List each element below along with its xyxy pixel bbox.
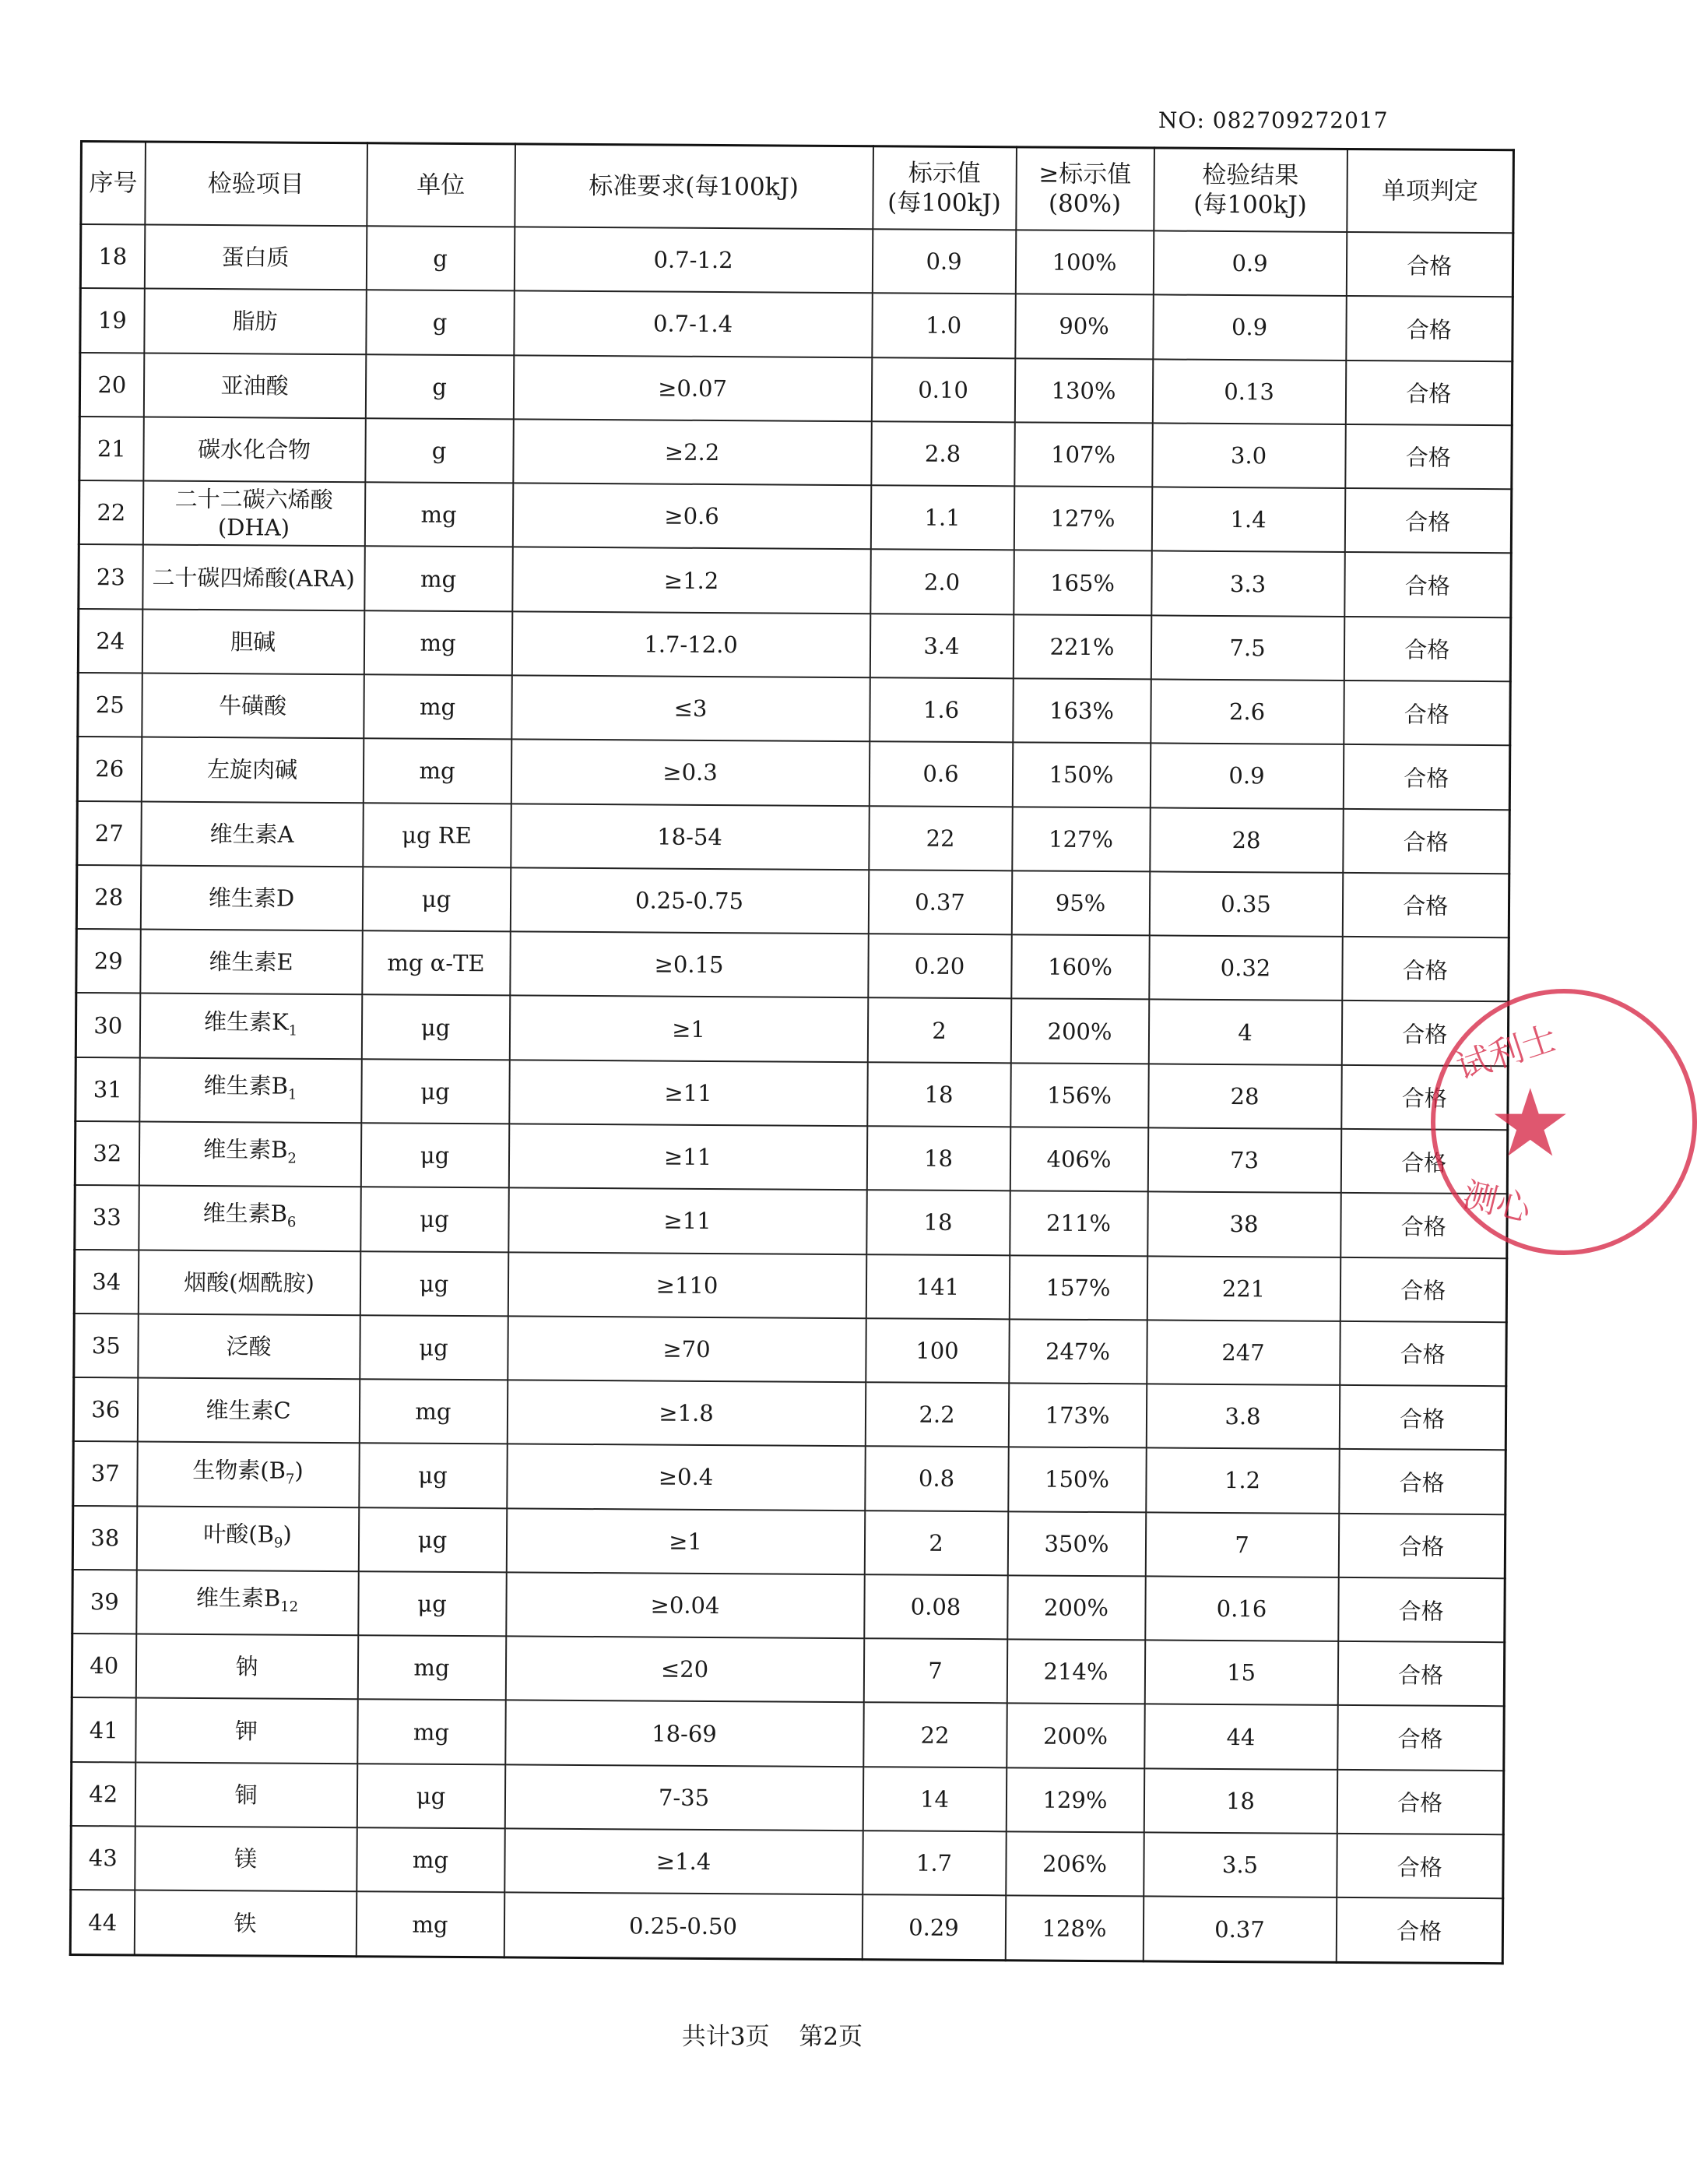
- cell-label-value: 1.1: [870, 485, 1014, 550]
- cell-label-value: 2.2: [865, 1382, 1008, 1447]
- cell-standard: ≥2.2: [513, 419, 871, 485]
- cell-item: [138, 1314, 360, 1379]
- item-text: 泛酸: [226, 1333, 272, 1360]
- item-text: 牛磺酸: [218, 692, 287, 719]
- item-text: (DHA): [217, 514, 290, 541]
- cell-seq: 37: [73, 1441, 138, 1506]
- header-verdict: 单项判定: [1347, 149, 1514, 233]
- cell-item: [139, 994, 361, 1059]
- cell-result: 3.3: [1151, 551, 1344, 617]
- table-row: [76, 929, 1509, 1002]
- cell-item: [141, 801, 363, 867]
- cell-result: 0.16: [1145, 1576, 1338, 1641]
- cell-ratio: 150%: [1012, 743, 1150, 807]
- cell-label-value: 0.29: [862, 1894, 1006, 1960]
- cell-verdict: 合格: [1340, 1257, 1506, 1322]
- cell-ratio: 95%: [1011, 870, 1149, 935]
- table-row: [79, 544, 1511, 617]
- cell-ratio: 173%: [1008, 1383, 1146, 1447]
- item-text: 生物素(B: [192, 1456, 286, 1484]
- item-subscript: 6: [286, 1214, 297, 1231]
- cell-standard: 7-35: [504, 1764, 863, 1831]
- cell-verdict: 合格: [1337, 1641, 1504, 1707]
- cell-ratio: 157%: [1009, 1255, 1147, 1320]
- cell-unit: mg: [364, 674, 511, 739]
- cell-label-value: 0.20: [868, 934, 1011, 998]
- cell-unit: μg: [360, 1251, 508, 1316]
- header-standard: 标准要求(每100kJ): [515, 144, 873, 229]
- header-ge-label: ≥标示值 (80%): [1016, 147, 1154, 231]
- results-table: [69, 140, 1515, 1964]
- cell-seq: 25: [78, 673, 142, 737]
- cell-verdict: 合格: [1344, 681, 1510, 746]
- cell-standard: ≥0.04: [506, 1572, 864, 1638]
- table-row: [72, 1570, 1505, 1643]
- cell-ratio: 214%: [1007, 1639, 1144, 1704]
- item-subscript: 7: [285, 1471, 295, 1488]
- cell-label-value: 18: [866, 1126, 1010, 1190]
- cell-standard: 18-69: [505, 1700, 863, 1767]
- cell-unit: mg: [364, 610, 511, 675]
- item-text: 碳水化合物: [197, 435, 311, 463]
- cell-unit: g: [365, 354, 513, 419]
- cell-standard: ≥1.2: [512, 547, 870, 614]
- cell-result: 28: [1150, 807, 1343, 873]
- cell-ratio: 160%: [1011, 934, 1149, 999]
- cell-standard: ≥11: [508, 1124, 866, 1190]
- header-item: 检验项目: [145, 142, 367, 226]
- item-text: 脂肪: [232, 308, 278, 335]
- item-text: 维生素B: [203, 1136, 288, 1163]
- seal-text-bottom: 测心: [1459, 1174, 1535, 1230]
- cell-ratio: 350%: [1007, 1511, 1145, 1576]
- table-row: [77, 801, 1509, 874]
- cell-verdict: 合格: [1339, 1449, 1506, 1514]
- cell-label-value: 22: [863, 1703, 1007, 1767]
- cell-seq: 44: [70, 1890, 135, 1955]
- cell-item: [136, 1570, 358, 1635]
- cell-verdict: 合格: [1340, 1321, 1506, 1387]
- cell-label-value: 22: [869, 806, 1012, 870]
- cell-ratio: 150%: [1008, 1447, 1146, 1512]
- cell-unit: mg: [357, 1700, 505, 1764]
- cell-verdict: 合格: [1337, 1770, 1503, 1835]
- cell-unit: mg: [356, 1892, 504, 1957]
- cell-standard: ≤20: [505, 1637, 863, 1703]
- item-text: 铜: [234, 1781, 258, 1809]
- cell-standard: 0.25-0.50: [504, 1893, 862, 1960]
- cell-result: 0.13: [1152, 359, 1345, 424]
- cell-result: 7.5: [1151, 615, 1344, 681]
- table-row: [76, 993, 1508, 1066]
- cell-verdict: 合格: [1337, 1705, 1504, 1771]
- cell-item: [136, 1506, 358, 1571]
- cell-seq: 26: [77, 737, 142, 801]
- cell-standard: 0.7-1.4: [514, 291, 872, 357]
- cell-result: 221: [1147, 1256, 1340, 1321]
- cell-seq: 32: [75, 1121, 139, 1186]
- cell-verdict: 合格: [1342, 937, 1509, 1002]
- cell-verdict: 合格: [1340, 1193, 1507, 1258]
- cell-item: [134, 1890, 357, 1957]
- header-seq: 序号: [81, 142, 146, 225]
- table-row: [71, 1826, 1503, 1899]
- item-subscript: 2: [287, 1150, 297, 1167]
- table-row: [76, 865, 1509, 938]
- cell-item: [144, 289, 366, 354]
- cell-standard: ≤3: [511, 675, 870, 741]
- cell-label-value: 0.10: [871, 357, 1014, 422]
- cell-verdict: 合格: [1343, 808, 1509, 874]
- table-row: [77, 737, 1509, 810]
- cell-result: 18: [1144, 1768, 1337, 1834]
- cell-verdict: 合格: [1341, 1001, 1508, 1066]
- cell-label-value: 0.8: [865, 1447, 1008, 1511]
- cell-seq: 35: [74, 1314, 139, 1378]
- cell-result: 3.0: [1152, 423, 1345, 488]
- cell-result: 0.32: [1149, 936, 1342, 1001]
- table-row: [72, 1634, 1504, 1707]
- cell-seq: 33: [75, 1185, 139, 1250]
- cell-unit: μg: [357, 1764, 504, 1828]
- item-text: 叶酸(B: [203, 1520, 275, 1548]
- cell-label-value: 1.6: [870, 677, 1013, 742]
- item-text: 维生素B: [202, 1200, 288, 1228]
- cell-seq: 20: [79, 353, 144, 417]
- cell-result: 0.9: [1153, 230, 1346, 296]
- cell-standard: 18-54: [511, 804, 869, 870]
- item-text: 胆碱: [230, 628, 276, 656]
- cell-seq: 39: [72, 1570, 137, 1634]
- cell-result: 0.37: [1143, 1897, 1337, 1963]
- cell-label-value: 0.6: [869, 741, 1012, 806]
- table-row: [73, 1441, 1506, 1514]
- cell-seq: 31: [76, 1057, 140, 1122]
- cell-standard: ≥110: [508, 1252, 866, 1318]
- item-text: 维生素K: [203, 1008, 289, 1036]
- cell-item: [141, 737, 363, 803]
- cell-unit: μg: [362, 867, 510, 931]
- cell-seq: 24: [78, 609, 142, 673]
- cell-label-value: 18: [867, 1062, 1010, 1127]
- cell-ratio: 163%: [1013, 678, 1151, 743]
- cell-unit: μg: [361, 995, 509, 1060]
- cell-item: [143, 353, 365, 418]
- item-subscript: 1: [288, 1022, 298, 1039]
- cell-label-value: 2.0: [870, 550, 1014, 614]
- cell-item: [139, 1121, 360, 1187]
- cell-unit: g: [365, 418, 513, 483]
- item-text: 维生素C: [206, 1397, 291, 1424]
- table-row: [74, 1249, 1506, 1322]
- item-text: 维生素D: [208, 884, 295, 912]
- cell-item: [140, 865, 362, 930]
- table-row: [78, 609, 1510, 682]
- cell-label-value: 0.37: [868, 870, 1011, 934]
- cell-verdict: 合格: [1343, 744, 1509, 810]
- cell-ratio: 107%: [1014, 422, 1152, 487]
- item-subscript: 12: [280, 1598, 299, 1616]
- cell-verdict: 合格: [1341, 1065, 1508, 1131]
- cell-standard: 0.25-0.75: [510, 867, 868, 934]
- cell-label-value: 100: [866, 1318, 1009, 1383]
- cell-result: 0.9: [1153, 295, 1346, 360]
- cell-result: 1.2: [1146, 1448, 1339, 1514]
- cell-ratio: 406%: [1010, 1127, 1147, 1191]
- cell-label-value: 1.0: [872, 293, 1015, 357]
- cell-seq: 29: [76, 929, 141, 994]
- cell-standard: ≥1: [509, 996, 867, 1062]
- table-row: [72, 1697, 1504, 1771]
- cell-ratio: 221%: [1013, 614, 1151, 679]
- cell-unit: μg RE: [363, 803, 511, 867]
- cell-standard: ≥11: [508, 1188, 866, 1254]
- cell-ratio: 200%: [1007, 1704, 1144, 1768]
- table-row: [75, 1185, 1507, 1258]
- cell-verdict: 合格: [1346, 296, 1513, 361]
- cell-result: 15: [1144, 1641, 1337, 1706]
- cell-ratio: 200%: [1010, 999, 1148, 1064]
- cell-result: 2.6: [1151, 679, 1344, 744]
- cell-verdict: 合格: [1337, 1834, 1503, 1899]
- cell-seq: 19: [80, 288, 145, 353]
- cell-seq: 27: [77, 801, 142, 866]
- cell-label-value: 2: [864, 1511, 1007, 1575]
- item-text: 维生素E: [209, 948, 293, 976]
- cell-item: [135, 1762, 357, 1827]
- cell-seq: 30: [76, 993, 140, 1057]
- cell-item: [143, 417, 365, 482]
- cell-result: 3.8: [1146, 1384, 1339, 1449]
- cell-ratio: 127%: [1012, 807, 1150, 871]
- cell-result: 0.9: [1150, 744, 1343, 809]
- cell-verdict: 合格: [1344, 488, 1511, 554]
- cell-unit: mg α-TE: [362, 930, 510, 995]
- cell-unit: μg: [358, 1571, 506, 1636]
- cell-item: [135, 1698, 357, 1764]
- cell-ratio: 165%: [1014, 550, 1151, 615]
- cell-verdict: 合格: [1346, 232, 1513, 297]
- header-row: [81, 142, 1514, 234]
- item-subscript: 9: [273, 1535, 283, 1552]
- item-text: 二十二碳六烯酸: [174, 486, 333, 514]
- cell-item: [137, 1442, 359, 1507]
- cell-unit: μg: [360, 1315, 508, 1380]
- cell-standard: ≥1.4: [504, 1828, 863, 1894]
- cell-label-value: 3.4: [870, 614, 1013, 678]
- cell-unit: μg: [361, 1059, 509, 1124]
- cell-seq: 28: [76, 865, 141, 930]
- cell-standard: ≥1: [506, 1508, 864, 1574]
- item-text: 铁: [234, 1909, 257, 1937]
- cell-seq: 40: [72, 1634, 136, 1698]
- cell-verdict: 合格: [1339, 1385, 1506, 1451]
- cell-unit: g: [366, 226, 514, 290]
- item-text: 烟酸(烟酰胺): [184, 1268, 314, 1296]
- cell-item: [138, 1250, 360, 1315]
- cell-unit: mg: [359, 1379, 507, 1444]
- cell-verdict: 合格: [1338, 1514, 1505, 1579]
- cell-label-value: 18: [866, 1190, 1010, 1254]
- cell-ratio: 206%: [1006, 1831, 1144, 1896]
- cell-ratio: 129%: [1006, 1767, 1144, 1832]
- table-row: [70, 1890, 1502, 1963]
- cell-standard: ≥0.3: [511, 740, 869, 806]
- item-text: 钠: [235, 1653, 258, 1680]
- page-footer: 共计3页 第2页: [681, 2023, 863, 2051]
- cell-verdict: 合格: [1338, 1577, 1505, 1643]
- table-row: [78, 673, 1510, 746]
- table-row: [71, 1762, 1503, 1835]
- results-sheet: [69, 140, 1513, 1964]
- cell-verdict: 合格: [1344, 617, 1510, 682]
- cell-verdict: 合格: [1345, 360, 1512, 425]
- cell-ratio: 127%: [1014, 486, 1151, 550]
- cell-unit: μg: [358, 1507, 506, 1572]
- table-row: [74, 1314, 1506, 1387]
- table-row: [75, 1121, 1507, 1194]
- cell-seq: 21: [79, 417, 144, 481]
- cell-label-value: 1.7: [863, 1831, 1006, 1895]
- table-row: [73, 1377, 1506, 1451]
- cell-item: [139, 1057, 361, 1123]
- table-row: [80, 224, 1513, 297]
- item-text: 镁: [234, 1845, 258, 1873]
- cell-label-value: 2: [867, 998, 1010, 1063]
- cell-standard: ≥70: [508, 1316, 866, 1382]
- cell-item: [135, 1634, 357, 1700]
- cell-seq: 38: [72, 1506, 137, 1570]
- cell-seq: 22: [79, 480, 143, 545]
- item-suffix: ): [294, 1457, 304, 1484]
- inspection-seal: [1431, 989, 1697, 1255]
- report-number: NO: 082709272017: [1158, 107, 1389, 133]
- cell-result: 38: [1147, 1192, 1340, 1257]
- cell-label-value: 14: [863, 1767, 1006, 1831]
- cell-seq: 36: [73, 1377, 138, 1442]
- table-row: [72, 1506, 1505, 1579]
- cell-result: 1.4: [1151, 487, 1344, 553]
- cell-verdict: 合格: [1336, 1897, 1503, 1963]
- item-suffix: ): [283, 1521, 292, 1548]
- cell-ratio: 90%: [1015, 294, 1153, 359]
- cell-result: 7: [1145, 1512, 1338, 1577]
- cell-standard: ≥0.07: [513, 355, 871, 421]
- cell-item: [142, 673, 364, 738]
- cell-item: [140, 930, 362, 995]
- cell-standard: 1.7-12.0: [511, 611, 870, 677]
- cell-result: 28: [1148, 1064, 1341, 1129]
- item-text: 维生素B: [203, 1071, 289, 1099]
- cell-label-value: 141: [866, 1254, 1009, 1319]
- item-subscript: 1: [287, 1086, 297, 1103]
- table-row: [76, 1057, 1508, 1131]
- header-unit: 单位: [367, 143, 515, 227]
- cell-verdict: 合格: [1342, 873, 1509, 938]
- table-row: [79, 480, 1511, 554]
- item-text: 维生素B: [195, 1584, 281, 1612]
- cell-item: [137, 1378, 359, 1444]
- cell-ratio: 128%: [1005, 1896, 1144, 1961]
- cell-standard: 0.7-1.2: [514, 227, 872, 293]
- item-text: 蛋白质: [221, 244, 290, 271]
- cell-seq: 18: [80, 224, 145, 289]
- cell-seq: 42: [71, 1762, 135, 1827]
- cell-standard: ≥0.4: [507, 1444, 865, 1511]
- cell-unit: μg: [359, 1444, 507, 1508]
- cell-verdict: 合格: [1340, 1129, 1507, 1194]
- cell-unit: mg: [357, 1635, 505, 1700]
- seal-star-icon: ★: [1488, 1070, 1572, 1178]
- cell-result: 4: [1148, 1000, 1341, 1065]
- cell-verdict: 合格: [1345, 424, 1512, 490]
- cell-result: 247: [1147, 1320, 1340, 1385]
- cell-seq: 23: [79, 544, 143, 609]
- cell-unit: mg: [363, 738, 511, 803]
- cell-verdict: 合格: [1344, 552, 1511, 617]
- seal-text-top: 试利士: [1451, 1018, 1562, 1088]
- cell-ratio: 200%: [1007, 1575, 1145, 1640]
- cell-result: 44: [1144, 1704, 1337, 1770]
- cell-result: 3.5: [1144, 1832, 1337, 1897]
- cell-ratio: 247%: [1009, 1319, 1147, 1384]
- cell-ratio: 211%: [1010, 1191, 1147, 1256]
- cell-label-value: 7: [863, 1638, 1007, 1703]
- cell-item: [142, 545, 364, 610]
- item-text: 维生素A: [209, 820, 294, 848]
- cell-unit: μg: [360, 1187, 508, 1251]
- cell-label-value: 2.8: [871, 421, 1014, 486]
- cell-seq: 43: [71, 1826, 135, 1890]
- cell-item: [135, 1827, 357, 1892]
- cell-item: [139, 1186, 360, 1251]
- cell-standard: ≥1.8: [507, 1380, 865, 1446]
- cell-unit: g: [366, 290, 514, 355]
- cell-item: [144, 225, 366, 290]
- cell-ratio: 100%: [1015, 230, 1153, 294]
- cell-standard: ≥0.15: [510, 931, 868, 997]
- table-row: [79, 353, 1512, 426]
- item-text: 二十碳四烯酸(ARA): [152, 564, 355, 592]
- cell-unit: μg: [360, 1123, 508, 1187]
- cell-item: [142, 609, 364, 674]
- cell-result: 0.35: [1149, 871, 1342, 937]
- table-row: [80, 288, 1513, 361]
- cell-seq: 34: [74, 1249, 139, 1314]
- cell-ratio: 130%: [1014, 358, 1152, 423]
- cell-unit: mg: [357, 1827, 504, 1892]
- cell-item: [142, 481, 364, 547]
- header-result: 检验结果 (每100kJ): [1154, 148, 1347, 232]
- cell-result: 73: [1147, 1127, 1340, 1193]
- cell-label-value: 0.08: [864, 1574, 1007, 1639]
- cell-label-value: 0.9: [872, 229, 1015, 294]
- item-text: 钾: [234, 1717, 258, 1745]
- item-text: 亚油酸: [220, 371, 289, 399]
- cell-standard: ≥11: [509, 1060, 867, 1126]
- cell-ratio: 156%: [1010, 1063, 1148, 1127]
- table-row: [79, 417, 1512, 490]
- cell-unit: mg: [364, 482, 512, 547]
- item-text: 左旋肉碱: [206, 756, 298, 784]
- header-label-value: 标示值 (每100kJ): [873, 146, 1017, 230]
- cell-unit: mg: [364, 547, 512, 611]
- cell-standard: ≥0.6: [512, 484, 870, 550]
- cell-seq: 41: [72, 1697, 136, 1762]
